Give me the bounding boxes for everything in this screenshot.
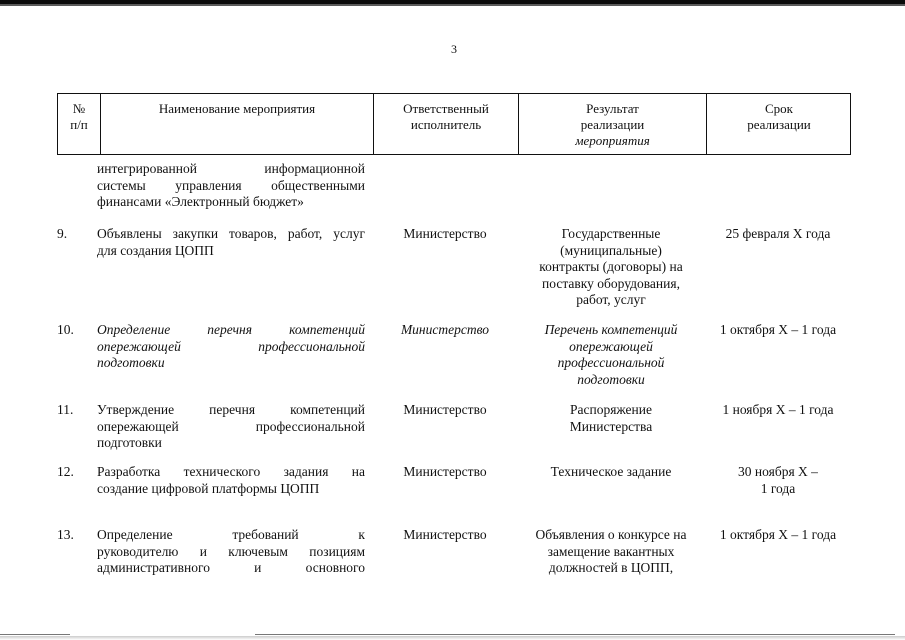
header-responsible-line: Ответственный	[403, 101, 489, 116]
result-line: замещение вакантных	[547, 543, 675, 559]
row-responsible: Министерство	[403, 226, 487, 241]
name-line: опережающей профессиональной	[97, 418, 365, 434]
row-deadline	[706, 464, 850, 497]
scan-bottom-shadow	[0, 636, 905, 640]
deadline-line: 1 октября X – 1 года	[719, 527, 837, 542]
result-line: Объявления о конкурсе на	[535, 527, 687, 542]
header-result-line: мероприятия	[575, 133, 650, 148]
header-name-line: Наименование мероприятия	[158, 101, 316, 116]
name-line: Объявлены закупки товаров, работ, услуг	[97, 226, 365, 241]
name-line: опережающей профессиональной	[97, 338, 365, 354]
scan-bottom-line	[0, 634, 70, 635]
header-name	[101, 101, 373, 117]
row-result	[518, 527, 704, 577]
result-line: Министерства	[569, 418, 653, 434]
deadline-line: 1 ноября X – 1 года	[722, 402, 834, 417]
name-line: Определение требований к	[97, 527, 365, 542]
row-name	[97, 322, 365, 372]
row-number: 13.	[57, 527, 74, 542]
name-line: подготовки	[97, 435, 162, 450]
row-deadline	[706, 226, 850, 243]
result-line: Техническое задание	[550, 464, 672, 479]
result-line: поставку оборудования,	[542, 275, 680, 291]
row-result	[518, 322, 704, 388]
header-result	[519, 101, 706, 149]
result-line: Распоряжение	[569, 402, 652, 417]
name-line: Определение перечня компетенций	[97, 322, 365, 337]
row-responsible: Министерство	[403, 527, 487, 542]
page-number: 3	[451, 42, 457, 56]
name-line: административного и основного	[97, 560, 365, 575]
name-line: руководителю и ключевым позициям	[97, 543, 365, 559]
header-deadline-line: реализации	[747, 117, 811, 132]
name-line: создание цифровой платформы ЦОПП	[97, 480, 320, 496]
row-deadline	[706, 322, 850, 339]
header-num-line: п/п	[70, 117, 88, 132]
result-line: работ, услуг	[576, 292, 646, 307]
header-deadline-line: Срок	[765, 101, 793, 116]
name-line: финансами «Электронный бюджет»	[97, 194, 304, 209]
header-responsible	[374, 101, 518, 133]
header-deadline	[707, 101, 851, 133]
header-responsible-line: исполнитель	[410, 117, 482, 132]
header-result-line: Результат	[586, 101, 639, 116]
name-line: для создания ЦОПП	[97, 242, 214, 258]
result-line: Государственные	[561, 226, 661, 241]
result-line: Перечень компетенций	[544, 322, 678, 337]
name-line: системы управления общественными	[97, 177, 365, 193]
row-name	[97, 464, 365, 497]
result-line: профессиональной	[557, 355, 665, 370]
result-line: опережающей	[569, 338, 653, 354]
deadline-line: 1 октября X – 1 года	[719, 322, 837, 337]
result-line: контракты (договоры) на	[539, 259, 683, 274]
row-responsible: Министерство	[400, 322, 490, 337]
row-responsible: Министерство	[403, 402, 487, 417]
scan-top-border-shadow	[0, 4, 905, 6]
result-line: должностей в ЦОПП,	[548, 560, 674, 575]
row-number: 10.	[57, 322, 74, 337]
row-result	[518, 464, 704, 481]
row-number: 12.	[57, 464, 74, 479]
result-line: (муниципальные)	[560, 242, 662, 258]
row-responsible: Министерство	[403, 464, 487, 479]
result-line: подготовки	[577, 371, 645, 387]
header-num-line: №	[72, 101, 86, 116]
deadline-line: 30 ноября X –	[738, 464, 818, 479]
row-name	[97, 226, 365, 259]
name-line: интегрированной информационной	[97, 161, 365, 176]
row-number: 9.	[57, 226, 68, 241]
header-num	[58, 101, 100, 133]
row-name	[97, 402, 365, 452]
header-result-line: реализации	[580, 117, 645, 132]
deadline-line: 25 февраля X года	[725, 226, 831, 241]
row-deadline	[706, 527, 850, 544]
deadline-line: 1 года	[760, 480, 796, 496]
row-deadline	[706, 402, 850, 419]
name-line: Утверждение перечня компетенций	[97, 402, 365, 417]
name-line: Разработка технического задания на	[97, 464, 365, 479]
row-result	[518, 226, 704, 309]
continuation-name	[97, 161, 365, 211]
row-name	[97, 527, 365, 577]
table-header	[57, 93, 851, 155]
scan-bottom-line	[255, 634, 895, 635]
name-line: подготовки	[97, 355, 165, 370]
row-number: 11.	[57, 402, 74, 417]
row-result	[518, 402, 704, 435]
